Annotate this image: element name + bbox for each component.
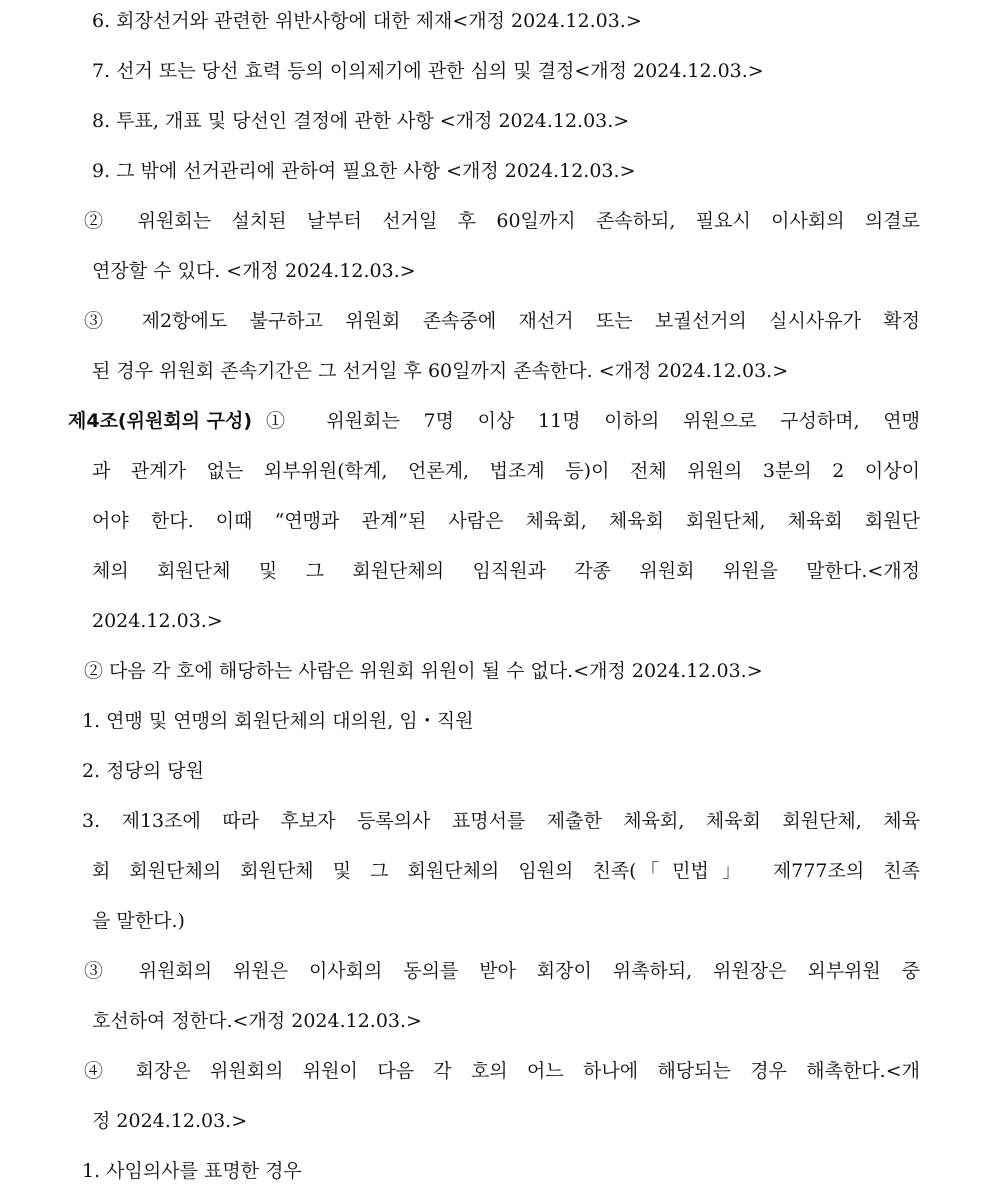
- article-4-line-3: 어야 한다. 이때 “연맹과 관계”된 사람은 체육회, 체육회 회원단체, 체육회 회원단: [92, 510, 920, 532]
- item-8: 8. 투표, 개표 및 당선인 결정에 관한 사항 <개정 2024.12.03.>: [92, 110, 630, 132]
- disqualification-item-1: 1. 연맹 및 연맹의 회원단체의 대의원, 임・직원: [82, 710, 474, 732]
- paragraph-2: ② 위원회는 설치된 날부터 선거일 후 60일까지 존속하되, 필요시 이사회의 의결로: [84, 210, 920, 232]
- paragraph-3-continued: 된 경우 위원회 존속기간은 그 선거일 후 60일까지 존속한다. <개정 2024.12.03.>: [92, 360, 789, 382]
- article-4-paragraph-3: ③ 위원회의 위원은 이사회의 동의를 받아 회장이 위촉하되, 위원장은 외부위원 중: [84, 960, 920, 982]
- article-4-first-line: [68, 408, 920, 434]
- article-4-paragraph-1: ① 위원회는 7명 이상 11명 이하의 위원으로 구성하며, 연맹: [266, 410, 920, 432]
- item-7: 7. 선거 또는 당선 효력 등의 이의제기에 관한 심의 및 결정<개정 2024.12.03.>: [92, 60, 764, 82]
- article-4-line-4: 체의 회원단체 및 그 회원단체의 임직원과 각종 위원회 위원을 말한다.<개정: [92, 560, 920, 582]
- article-4-heading: 제4조(위원회의 구성): [68, 410, 253, 432]
- item-6: 6. 회장선거와 관련한 위반사항에 대한 제재<개정 2024.12.03.>: [92, 10, 642, 32]
- article-4-line-5: 2024.12.03.>: [92, 610, 223, 632]
- article-4-paragraph-4: ④ 회장은 위원회의 위원이 다음 각 호의 어느 하나에 해당되는 경우 해촉한다.<개: [84, 1060, 920, 1082]
- article-4-paragraph-3-continued: 호선하여 정한다.<개정 2024.12.03.>: [92, 1010, 422, 1032]
- article-4-paragraph-2: ② 다음 각 호에 해당하는 사람은 위원회 위원이 될 수 없다.<개정 2024.12.03.>: [84, 660, 763, 682]
- paragraph-3: ③ 제2항에도 불구하고 위원회 존속중에 재선거 또는 보궐선거의 실시사유가 확정: [84, 310, 920, 332]
- article-4-paragraph-4-continued: 정 2024.12.03.>: [92, 1110, 248, 1132]
- paragraph-2-continued: 연장할 수 있다. <개정 2024.12.03.>: [92, 260, 416, 282]
- disqualification-item-3-end: 을 말한다.): [92, 910, 185, 932]
- disqualification-item-3-continued: 회 회원단체의 회원단체 및 그 회원단체의 임원의 친족(「민법」 제777조의 친족: [92, 860, 920, 882]
- article-4-line-2: 과 관계가 없는 외부위원(학계, 언론계, 법조계 등)이 전체 위원의 3분의 2 이상이: [92, 460, 920, 482]
- dismissal-item-1: 1. 사임의사를 표명한 경우: [82, 1160, 302, 1182]
- disqualification-item-2: 2. 정당의 당원: [82, 760, 204, 782]
- item-9: 9. 그 밖에 선거관리에 관하여 필요한 사항 <개정 2024.12.03.>: [92, 160, 636, 182]
- disqualification-item-3: 3. 제13조에 따라 후보자 등록의사 표명서를 제출한 체육회, 체육회 회원단체, 체육: [82, 810, 920, 832]
